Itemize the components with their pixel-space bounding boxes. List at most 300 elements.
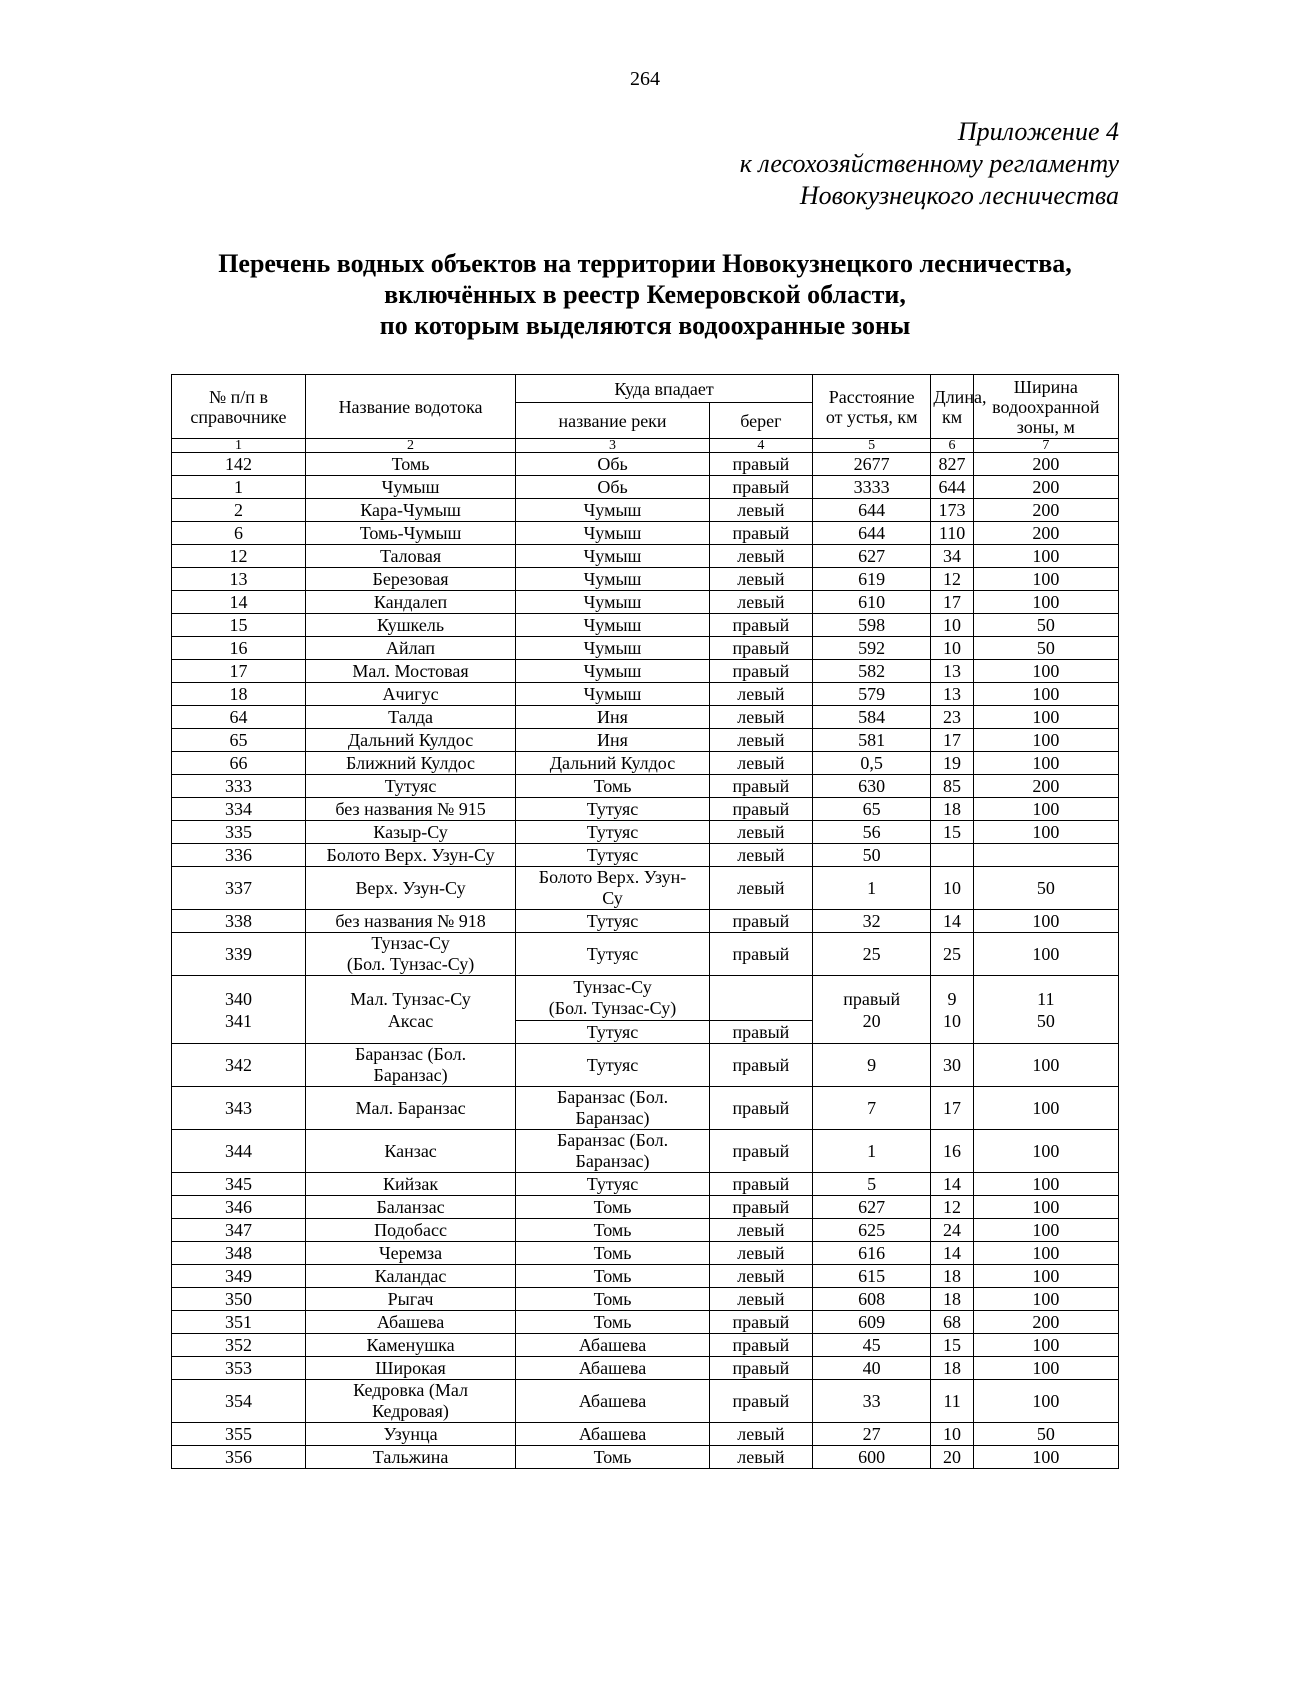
cell-river: Тунзас-Су (Бол. Тунзас-Су) (516, 976, 710, 1021)
cell-zone: 200 (973, 499, 1118, 522)
cell-length: 13 (931, 660, 973, 683)
header-bank: берег (709, 403, 812, 439)
cell-bank: правый (709, 933, 812, 976)
column-number: 3 (516, 439, 710, 453)
table-row (172, 1380, 1119, 1423)
cell-zone: 100 (973, 933, 1118, 976)
table-row (172, 1196, 1119, 1219)
cell-distance: 1 (812, 867, 931, 910)
cell-river: Чумыш (516, 637, 710, 660)
cell-number: 15 (172, 614, 306, 637)
cell-number: 342 (172, 1044, 306, 1087)
table-row (172, 660, 1119, 683)
table-row (172, 844, 1119, 867)
cell-bank: правый (709, 522, 812, 545)
cell-river: Иня (516, 729, 710, 752)
cell-name: Березовая (305, 568, 515, 591)
table-row (172, 545, 1119, 568)
cell-river: Тутуяс (516, 798, 710, 821)
cell-distance: 615 (812, 1265, 931, 1288)
cell-distance: 40 (812, 1357, 931, 1380)
table-header (172, 375, 1119, 453)
cell-name: Кедровка (Мал Кедровая) (305, 1380, 515, 1423)
cell-zone: 100 (973, 1380, 1118, 1423)
table-row (172, 1130, 1119, 1173)
cell-bank: правый (709, 1196, 812, 1219)
cell-length: 110 (931, 522, 973, 545)
cell-distance: 2677 (812, 453, 931, 476)
cell-name: Томь-Чумыш (305, 522, 515, 545)
cell-number: 347 (172, 1219, 306, 1242)
water-bodies-table (171, 374, 1119, 1469)
cell-name: Чумыш (305, 476, 515, 499)
merged-number-cell (172, 976, 306, 1044)
cell-river: Абашева (516, 1357, 710, 1380)
cell-bank: левый (709, 1446, 812, 1469)
cell-length: 18 (931, 798, 973, 821)
cell-distance: 619 (812, 568, 931, 591)
cell-zone: 100 (973, 910, 1118, 933)
cell-bank: правый (709, 1311, 812, 1334)
cell-number: 1 (172, 476, 306, 499)
cell-bank: правый (709, 1130, 812, 1173)
cell-zone: 100 (973, 706, 1118, 729)
cell-zone: 50 (1036, 1010, 1055, 1031)
cell-bank: левый (709, 1242, 812, 1265)
cell-length: 18 (931, 1288, 973, 1311)
cell-number: 16 (172, 637, 306, 660)
cell-river: Тутуяс (516, 821, 710, 844)
title-line: по которым выделяются водоохранные зоны (379, 311, 911, 340)
cell-zone: 50 (973, 637, 1118, 660)
cell-distance: 609 (812, 1311, 931, 1334)
cell-length: 18 (931, 1357, 973, 1380)
appendix-line: Приложение 4 (957, 117, 1119, 146)
cell-zone: 100 (973, 729, 1118, 752)
appendix-line: Новокузнецкого лесничества (799, 181, 1119, 210)
cell-zone: 100 (973, 1196, 1118, 1219)
cell-zone: 100 (973, 591, 1118, 614)
cell-distance: 630 (812, 775, 931, 798)
cell-bank: правый (709, 1334, 812, 1357)
table-body-b (172, 1044, 1119, 1469)
column-number: 5 (812, 439, 931, 453)
cell-length: 17 (931, 729, 973, 752)
cell-distance: 33 (812, 1380, 931, 1423)
cell-number: 355 (172, 1423, 306, 1446)
cell-number: 356 (172, 1446, 306, 1469)
cell-zone: 100 (973, 798, 1118, 821)
cell-river: Баранзас (Бол. Баранзас) (516, 1087, 710, 1130)
cell-name: Подобасс (305, 1219, 515, 1242)
cell-distance: 3333 (812, 476, 931, 499)
cell-bank: правый (709, 1357, 812, 1380)
cell-distance: 598 (812, 614, 931, 637)
cell-bank: левый (709, 499, 812, 522)
table-row (172, 867, 1119, 910)
cell-distance: 579 (812, 683, 931, 706)
cell-bank: левый (709, 1265, 812, 1288)
cell-river: Чумыш (516, 568, 710, 591)
cell-length: 19 (931, 752, 973, 775)
cell-zone: 200 (973, 775, 1118, 798)
cell-zone: 100 (973, 1130, 1118, 1173)
cell-length: 10 (931, 1423, 973, 1446)
cell-name: Томь (305, 453, 515, 476)
cell-zone: 200 (973, 1311, 1118, 1334)
cell-number: 17 (172, 660, 306, 683)
cell-name: Мал. Баранзас (305, 1087, 515, 1130)
cell-number: 333 (172, 775, 306, 798)
cell-distance: 7 (812, 1087, 931, 1130)
merged-distance-cell (812, 976, 931, 1044)
cell-number: 336 (172, 844, 306, 867)
cell-river: Чумыш (516, 614, 710, 637)
cell-number: 343 (172, 1087, 306, 1130)
cell-length: 24 (931, 1219, 973, 1242)
table-row (172, 614, 1119, 637)
cell-river: Баранзас (Бол. Баранзас) (516, 1130, 710, 1173)
cell-number: 353 (172, 1357, 306, 1380)
cell-bank: правый (709, 1087, 812, 1130)
cell-zone: 100 (973, 1446, 1118, 1469)
cell-name: Каландас (305, 1265, 515, 1288)
cell-number: 142 (172, 453, 306, 476)
cell-number: 338 (172, 910, 306, 933)
cell-number: 352 (172, 1334, 306, 1357)
cell-bank: правый (709, 775, 812, 798)
cell-bank: правый (709, 1380, 812, 1423)
cell-zone: 100 (973, 683, 1118, 706)
cell-distance: 20 (862, 1010, 881, 1031)
cell-number: 341 (224, 1010, 252, 1031)
cell-length: 25 (931, 933, 973, 976)
cell-bank: правый (709, 453, 812, 476)
table-row (172, 1044, 1119, 1087)
header-flows-into: Куда впадает (516, 375, 813, 403)
cell-name: Широкая (305, 1357, 515, 1380)
merged-name-cell (305, 976, 515, 1044)
cell-name: Айлап (305, 637, 515, 660)
cell-number: 350 (172, 1288, 306, 1311)
cell-zone: 200 (973, 476, 1118, 499)
cell-river: Чумыш (516, 683, 710, 706)
table-body-a (172, 453, 1119, 976)
cell-zone: 50 (973, 1423, 1118, 1446)
cell-name: Тунзас-Су (Бол. Тунзас-Су) (305, 933, 515, 976)
cell-distance: 644 (812, 499, 931, 522)
table-row (172, 1219, 1119, 1242)
cell-name: Казыр-Су (305, 821, 515, 844)
table-row (172, 1288, 1119, 1311)
cell-number: 6 (172, 522, 306, 545)
cell-distance: 627 (812, 545, 931, 568)
cell-distance: 1 (812, 1130, 931, 1173)
cell-river: Абашева (516, 1380, 710, 1423)
cell-river: Дальний Кулдос (516, 752, 710, 775)
cell-number: 18 (172, 683, 306, 706)
cell-name: Ачигус (305, 683, 515, 706)
table-row (172, 775, 1119, 798)
cell-zone: 100 (973, 1288, 1118, 1311)
table-row (172, 591, 1119, 614)
cell-river: Абашева (516, 1423, 710, 1446)
cell-name: Кийзак (305, 1173, 515, 1196)
cell-number: 348 (172, 1242, 306, 1265)
cell-river: Томь (516, 1196, 710, 1219)
cell-distance: правый (843, 988, 901, 1009)
table-row (172, 821, 1119, 844)
cell-name: Ближний Кулдос (305, 752, 515, 775)
cell-number: 344 (172, 1130, 306, 1173)
cell-name: Абашева (305, 1311, 515, 1334)
cell-bank: левый (709, 568, 812, 591)
document-title (150, 248, 1140, 341)
cell-distance: 25 (812, 933, 931, 976)
cell-distance: 616 (812, 1242, 931, 1265)
cell-name: Кандалеп (305, 591, 515, 614)
cell-distance: 592 (812, 637, 931, 660)
cell-length: 12 (931, 568, 973, 591)
cell-zone: 100 (973, 568, 1118, 591)
cell-zone: 11 (1037, 988, 1055, 1009)
cell-length: 17 (931, 591, 973, 614)
cell-zone: 100 (973, 1334, 1118, 1357)
cell-number: 340 (224, 988, 252, 1009)
cell-river: Тутуяс (516, 933, 710, 976)
cell-name: Болото Верх. Узун-Су (305, 844, 515, 867)
header-number: № п/п в справочнике (172, 375, 306, 439)
cell-river: Тутуяс (516, 1173, 710, 1196)
cell-river: Болото Верх. Узун- Су (516, 867, 710, 910)
cell-bank: левый (709, 844, 812, 867)
cell-zone: 100 (973, 1173, 1118, 1196)
cell-river: Томь (516, 1288, 710, 1311)
cell-zone: 100 (973, 1357, 1118, 1380)
table-row (172, 453, 1119, 476)
appendix-note (740, 116, 1119, 212)
cell-bank: правый (709, 637, 812, 660)
table-row (172, 683, 1119, 706)
cell-name: Таловая (305, 545, 515, 568)
cell-bank: левый (709, 729, 812, 752)
cell-zone: 100 (973, 1242, 1118, 1265)
cell-name: Баланзас (305, 1196, 515, 1219)
title-line: Перечень водных объектов на территории Новокузнецкого лесничества, (218, 249, 1072, 278)
cell-bank: левый (709, 591, 812, 614)
table-row (172, 568, 1119, 591)
cell-river: Томь (516, 1242, 710, 1265)
cell-name: Верх. Узун-Су (305, 867, 515, 910)
cell-number: 64 (172, 706, 306, 729)
cell-length: 173 (931, 499, 973, 522)
cell-length: 14 (931, 910, 973, 933)
cell-distance: 584 (812, 706, 931, 729)
table-row (172, 1265, 1119, 1288)
cell-river: Томь (516, 1265, 710, 1288)
column-number: 6 (931, 439, 973, 453)
cell-number: 349 (172, 1265, 306, 1288)
cell-number: 14 (172, 591, 306, 614)
column-number: 2 (305, 439, 515, 453)
cell-distance: 625 (812, 1219, 931, 1242)
cell-number: 335 (172, 821, 306, 844)
cell-zone: 100 (973, 660, 1118, 683)
cell-river: Тутуяс (516, 844, 710, 867)
cell-length: 85 (931, 775, 973, 798)
cell-zone: 200 (973, 453, 1118, 476)
cell-bank: правый (709, 910, 812, 933)
cell-name: Баранзас (Бол. Баранзас) (305, 1044, 515, 1087)
cell-bank: правый (709, 660, 812, 683)
cell-name: без названия № 918 (305, 910, 515, 933)
cell-bank: левый (709, 545, 812, 568)
table-row (172, 637, 1119, 660)
table-row (172, 1334, 1119, 1357)
table-row (172, 1087, 1119, 1130)
table-row (172, 1423, 1119, 1446)
cell-length: 23 (931, 706, 973, 729)
cell-name: Аксас (387, 1010, 434, 1031)
cell-name: Мал. Тунзас-Су (350, 988, 471, 1009)
cell-river: Абашева (516, 1334, 710, 1357)
cell-bank: правый (709, 1173, 812, 1196)
cell-length: 18 (931, 1265, 973, 1288)
table-row (172, 1242, 1119, 1265)
cell-number: 2 (172, 499, 306, 522)
header-length: Длина, км (931, 375, 973, 439)
cell-zone: 200 (973, 522, 1118, 545)
cell-number: 13 (172, 568, 306, 591)
table-row (172, 1357, 1119, 1380)
cell-bank: левый (709, 821, 812, 844)
cell-number: 337 (172, 867, 306, 910)
cell-river: Томь (516, 1311, 710, 1334)
cell-distance: 27 (812, 1423, 931, 1446)
cell-length: 12 (931, 1196, 973, 1219)
cell-number: 354 (172, 1380, 306, 1423)
cell-zone: 100 (973, 1219, 1118, 1242)
cell-bank: правый (709, 614, 812, 637)
cell-distance: 581 (812, 729, 931, 752)
cell-bank: левый (709, 1288, 812, 1311)
cell-bank: правый (709, 798, 812, 821)
cell-length: 68 (931, 1311, 973, 1334)
cell-length: 34 (931, 545, 973, 568)
cell-river: Обь (516, 476, 710, 499)
header-distance: Расстояние от устья, км (812, 375, 931, 439)
column-number: 7 (973, 439, 1118, 453)
cell-name: Дальний Кулдос (305, 729, 515, 752)
table-row (172, 522, 1119, 545)
merged-zone-cell (973, 976, 1118, 1044)
cell-river: Тутуяс (516, 1044, 710, 1087)
cell-length: 15 (931, 821, 973, 844)
cell-distance: 608 (812, 1288, 931, 1311)
cell-distance: 0,5 (812, 752, 931, 775)
cell-number: 339 (172, 933, 306, 976)
cell-length: 14 (931, 1173, 973, 1196)
cell-river: Чумыш (516, 499, 710, 522)
cell-length: 644 (931, 476, 973, 499)
cell-distance: 65 (812, 798, 931, 821)
cell-length: 10 (931, 614, 973, 637)
cell-number: 351 (172, 1311, 306, 1334)
cell-distance: 610 (812, 591, 931, 614)
cell-length: 30 (931, 1044, 973, 1087)
cell-bank: левый (709, 683, 812, 706)
cell-zone: 100 (973, 821, 1118, 844)
cell-bank: левый (709, 1423, 812, 1446)
cell-distance: 32 (812, 910, 931, 933)
cell-name: Талда (305, 706, 515, 729)
cell-zone: 50 (973, 614, 1118, 637)
column-number: 1 (172, 439, 306, 453)
table-row (172, 798, 1119, 821)
cell-river: Томь (516, 1219, 710, 1242)
table-row (172, 1311, 1119, 1334)
cell-name: Тутуяс (305, 775, 515, 798)
cell-distance: 644 (812, 522, 931, 545)
cell-distance: 627 (812, 1196, 931, 1219)
table-row (172, 476, 1119, 499)
cell-river: Чумыш (516, 522, 710, 545)
cell-length: 10 (943, 1010, 962, 1031)
cell-length (931, 844, 973, 867)
appendix-line: к лесохозяйственному регламенту (739, 149, 1119, 178)
cell-name: Тальжина (305, 1446, 515, 1469)
cell-distance: 56 (812, 821, 931, 844)
cell-length: 10 (931, 867, 973, 910)
cell-length: 13 (931, 683, 973, 706)
cell-name: Каменушка (305, 1334, 515, 1357)
cell-distance: 582 (812, 660, 931, 683)
cell-number: 65 (172, 729, 306, 752)
table-row (172, 706, 1119, 729)
cell-length: 20 (931, 1446, 973, 1469)
cell-zone: 100 (973, 1087, 1118, 1130)
cell-distance: 5 (812, 1173, 931, 1196)
cell-name: Узунца (305, 1423, 515, 1446)
cell-length: 14 (931, 1242, 973, 1265)
title-line: включённых в реестр Кемеровской области, (384, 280, 906, 309)
cell-bank: правый (709, 1021, 812, 1044)
merged-rows (172, 976, 1119, 1044)
cell-river: Чумыш (516, 545, 710, 568)
cell-river: Томь (516, 775, 710, 798)
cell-river: Чумыш (516, 591, 710, 614)
cell-river: Иня (516, 706, 710, 729)
cell-number: 345 (172, 1173, 306, 1196)
cell-zone: 100 (973, 545, 1118, 568)
column-number: 4 (709, 439, 812, 453)
page-number: 264 (630, 68, 660, 90)
cell-bank: левый (709, 867, 812, 910)
cell-zone: 50 (973, 867, 1118, 910)
cell-bank: левый (709, 706, 812, 729)
cell-name: Рыгач (305, 1288, 515, 1311)
column-number-row (172, 439, 1119, 453)
cell-name: без названия № 915 (305, 798, 515, 821)
cell-number: 334 (172, 798, 306, 821)
cell-length: 16 (931, 1130, 973, 1173)
table-row (172, 729, 1119, 752)
cell-length: 17 (931, 1087, 973, 1130)
cell-length: 827 (931, 453, 973, 476)
table-row (172, 752, 1119, 775)
cell-river: Тутуяс (516, 910, 710, 933)
table-row (172, 933, 1119, 976)
